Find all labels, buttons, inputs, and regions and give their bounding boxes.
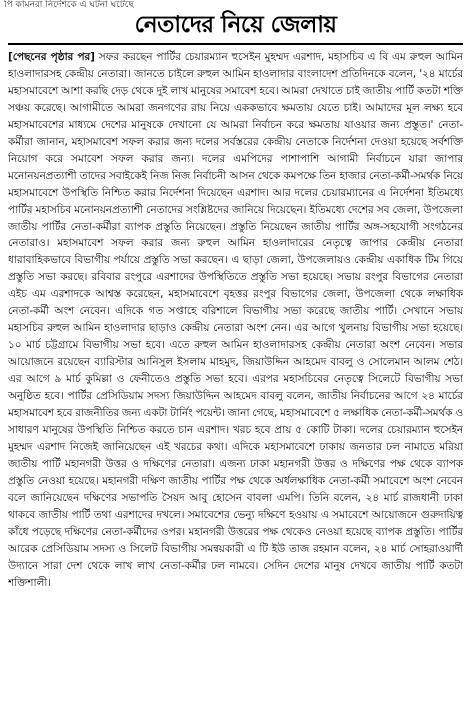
article-body	[8, 49, 463, 713]
article-headline: নেতাদের নিয়ে জেলায়	[134, 12, 337, 38]
continuation-tag: [পেছনের পৃষ্ঠার পর]	[8, 51, 95, 63]
previous-article-fragment: পি কামনরা নির্দেশকে এ ঘটনা ঘটেছে	[4, 0, 134, 10]
article-text: সফর করছেন পার্টির চেয়ারম্যান হুসেইন মুহম্মদ এরশাদ, মহাসচিব এ বি এম রুহুল আমিন হাওলাদারসহ কেন্দ্রীয় নেতারা। জানতে চাইলে রুহুল আমিন হাওলাদার বাংলাদেশ প্রতিদিনকে বলেন, '২৪ মার্চের মহাসমাবেশে আশা করছি দেড় থেকে দুই লাখ মানুষের সমাবেশ হবে। আমরা দেখাতে চাই জাতীয় পার্টি কতটা শক্তি সঞ্চয় করেছে। আগামীতে আমরা জনগণের রায় নিয়ে এককভাবে ক্ষমতায় যেতে চাই। আমাদের মূল লক্ষ্য হবে মহাসমাবেশের মাধ্যমে দেশের মানুষকে দেখানো যে আমরা নির্বাচন করে ক্ষমতায় যাওয়ার জন্য প্রস্তুত।' নেতা-কর্মীরা জানান, মহাসমাবেশ সফল করার জন্য দলের সর্বস্তরের কেন্দ্রীয় নেতাকে নির্দেশনা দেওয়া হয়েছে সর্বশক্তি নিয়োগ করে সমাবেশ সফল করার জন্য। দলের এমপিদের পাশাপাশি আগামী নির্বাচনে যারা জাপার মনোনয়নপ্রত্যাশী তাদের সবাইকেই নিজ নিজ নির্বাচনী আসন থেকে কমপক্ষে তিন হাজার নেতা-কর্মী-সমর্থক নিয়ে মহাসমাবেশে উপস্থিতি নিশ্চিত করার নির্দেশনা দিয়েছেন এরশাদ। আর দলের চেয়ারম্যানের এ নির্দেশনা ইতিমধ্যে পার্টির মহাসচিব মনোনয়নপ্রত্যাশী নেতাদের সংশ্লিষ্টদের জানিয়ে দিয়েছেন। ইতিমধ্যে দেশের সব জেলা, উপজেলা জাতীয় পার্টির নেতা-কর্মীরা ব্যাপক প্রস্তুতি নিয়েছেন। প্রস্তুতি নিয়েছেন জাতীয় পার্টির অঙ্গ-সহযোগী সংগঠনের নেতারাও। মহাসমাবেশ সফল করার জন্য রুহুল আমিন হাওলাদারের নেতৃত্বে জাপার কেন্দ্রীয় নেতারা ধারাবাহিকভাবে বিভাগীয় পর্যায়ে প্রস্তুতি সভা করছেন। এ ছাড়া জেলা, উপজেলায়ও কেন্দ্রীয় একাধিক টিম গিয়ে প্রস্তুতি সভা করছে। রবিবার রংপুরে এরশাদের উপস্থিতিতে প্রস্তুতি সভা হয়েছে। সভায় রংপুর বিভাগের নেতারা এইচ এম এরশাদকে আশ্বস্ত করেছেন, মহাসমাবেশে বৃহত্তর রংপুর বিভাগের জেলা, উপজেলা থেকে লক্ষাধিক নেতা-কর্মী অংশ নেবেন। এদিকে গত সপ্তাহে বরিশালে বিভাগীয় সভা করেছে জাতীয় পার্টি। সেখানে সভায় মহাসচিব রুহুল আমিন হাওলাদার ছাড়াও কেন্দ্রীয় নেতারা অংশ নেন। এর আগে খুলনায় বিভাগীয় সভা হয়েছে। ১০ মার্চ চট্টগ্রামে বিভাগীয় সভা হবে। এতে রুহুল আমিন হাওলাদারসহ কেন্দ্রীয় নেতারা অংশ নেবেন। সভার আয়োজনে রয়েছেন ব্যারিস্টার আনিসুল ইসলাম মাহমুদ, জিয়াউদ্দিন আহমেদ বাবলু ও সোলেমান আলম শেঠ। এর আগে ৯ মার্চ কুমিল্লা ও ফেনীতেও প্রস্তুতি সভা হবে। এরপর মহাসচিবের নেতৃত্বে সিলেটে বিভাগীয় সভা অনুষ্ঠিত হবে। পার্টির প্রেসিডিয়াম সদস্য জিয়াউদ্দিন আহমেদ বাবলু বলেন, জাতীয় নির্বাচনের আগে ২৪ মার্চের মহাসমাবেশ হবে রাজনীতির জন্য একটা টার্নিং পয়েন্ট। জানা গেছে, মহাসমাবেশে ৫ লক্ষাধিক নেতা-কর্মী-সমর্থক ও সাধারণ মানুষের উপস্থিতি নিশ্চিত করতে চান এরশাদ। খরচ হবে প্রায় ৫ কোটি টাকা। দলের চেয়ারম্যান হুসেইন মুহম্মদ এরশাদ নিজেই জানিয়েছেন এই খরচের কথা। এদিকে মহাসমাবেশে ঢাকায় জনতার ঢল নামাতে মরিয়া জাতীয় পার্টি মহানগরী উত্তর ও দক্ষিণের নেতারা। এজন্য ঢাকা মহানগরী উত্তর ও দক্ষিণের পক্ষ থেকে ব্যাপক প্রস্তুতি নেওয়া হয়েছে। মহানগরী দক্ষিণ জাতীয় পার্টির পক্ষ থেকে অর্ধলক্ষাধিক নেতা-কর্মী সমাবেশে অংশ নেবেন বলে জানিয়েছেন দক্ষিণের সভাপতি সৈয়দ আবু হোসেন বাবলা এমপি। তিনি বলেন, ২৪ মার্চ রাজধানী ঢাকা থাকবে জাতীয় পার্টি তথা এরশাদের দখলে। সমাবেশের ভেন্যু দক্ষিণে হওয়ায় এ সমাবেশে আয়োজনে গুরুদায়িত্ব কাঁধে পড়েছে দক্ষিণের নেতা-কর্মীদের ওপর। মহানগরী উত্তরের পক্ষ থেকেও নেওয়া হয়েছে ব্যাপক প্রস্তুতি। পার্টির আরেক প্রেসিডিয়াম সদস্য ও সিলেট বিভাগীয় সমন্বয়কারী এ টি ইউ তাজ রহমান বলেন, ২৪ মার্চ সোহরাওয়ার্দী উদ্যানে সারা দেশ থেকে লাখ লাখ নেতা-কর্মীর ঢল নামবে। সেদিন দেশের মানুষ দেখবে জাতীয় পার্টি কতটা শক্তিশালী।	[8, 51, 463, 589]
article-paragraph	[8, 49, 463, 592]
headline-rule	[8, 43, 463, 45]
